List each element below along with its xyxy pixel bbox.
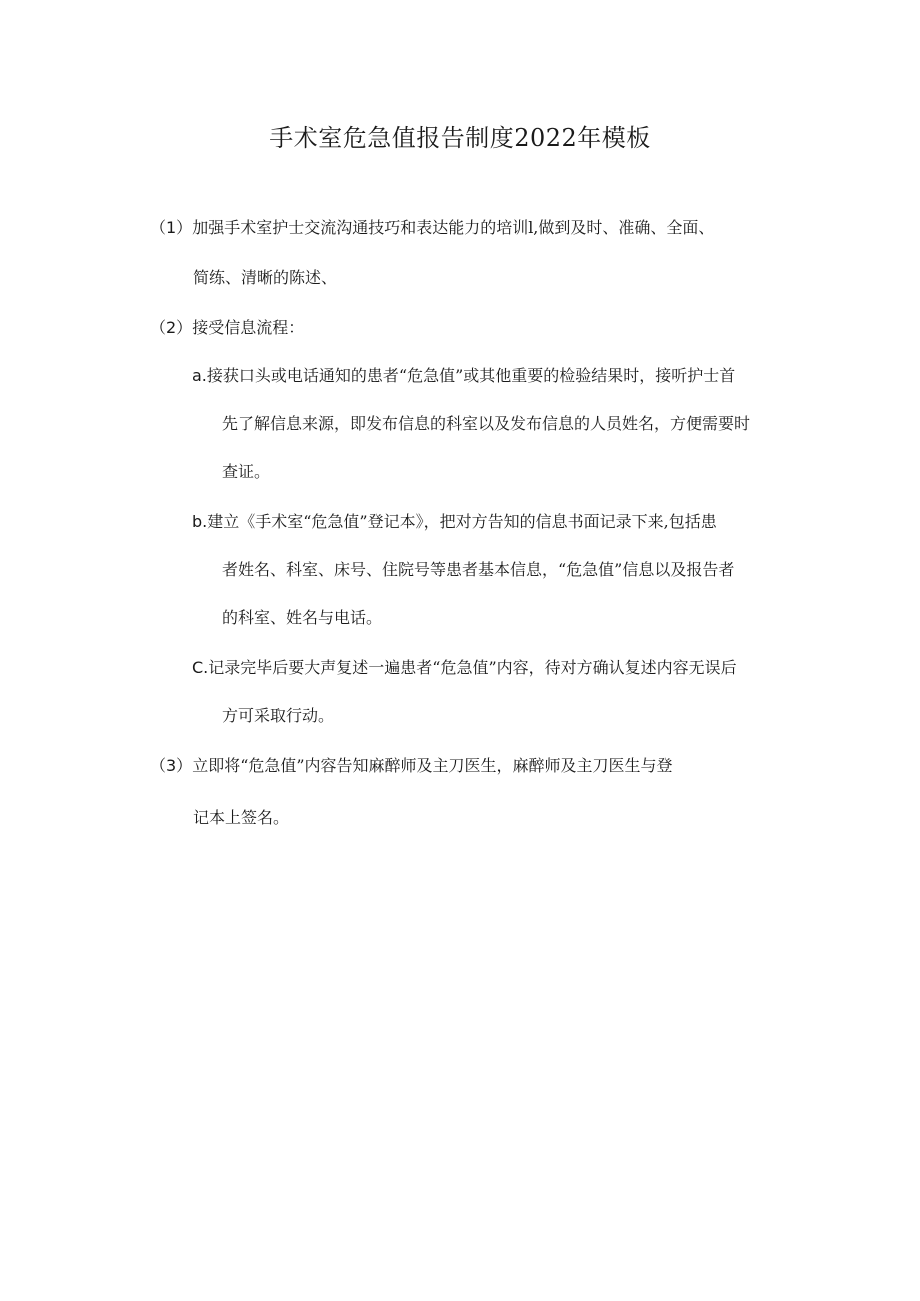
subitem-c-line-2: 方可采取行动。	[222, 706, 335, 725]
item-3-line-2: 记本上签名。	[193, 808, 290, 827]
item-3-marker: （3）	[150, 756, 193, 775]
subitem-c-marker: C.	[192, 658, 209, 677]
item-1-line-1	[150, 216, 714, 240]
document-title: 手术室危急值报告制度2022年模板	[269, 124, 651, 152]
item-1-line-2: 简练、清晰的陈述、	[193, 268, 338, 287]
subitem-a-marker: a.	[192, 366, 207, 385]
item-3-line-1	[150, 754, 673, 778]
subitem-a-line-1	[192, 364, 735, 388]
subitem-c-line-1	[192, 656, 737, 680]
item-2-line-1	[150, 316, 304, 340]
item-2-text-1: 接受信息流程：	[192, 318, 305, 337]
subitem-b-line-1	[192, 510, 717, 534]
subitem-a-line-3: 查证。	[222, 462, 271, 481]
item-2-marker: （2）	[150, 318, 193, 337]
item-1-text-1: 加强手术室护士交流沟通技巧和表达能力的培训l,做到及时、准确、全面、	[192, 218, 715, 237]
subitem-b-marker: b.	[192, 512, 208, 531]
subitem-b-line-3: 的科室、姓名与电话。	[222, 608, 383, 627]
subitem-a-text-1: 接获口头或电话通知的患者“危急值”或其他重要的检验结果时，接听护士首	[206, 366, 736, 385]
subitem-b-text-1: 建立《手术室“危急值”登记本》，把对方告知的信息书面记录下来,包括患	[207, 512, 717, 531]
subitem-a-line-2: 先了解信息来源，即发布信息的科室以及发布信息的人员姓名，方便需要时	[222, 414, 751, 433]
item-3-text-1: 立即将“危急值”内容告知麻醉师及主刀医生，麻醉师及主刀医生与登	[192, 756, 673, 775]
subitem-b-line-2: 者姓名、科室、床号、住院号等患者基本信息，“危急值”信息以及报告者	[222, 560, 735, 579]
item-1-marker: （1）	[150, 218, 193, 237]
subitem-c-text-1: 记录完毕后要大声复述一遍患者“危急值”内容，待对方确认复述内容无误后	[208, 658, 737, 677]
